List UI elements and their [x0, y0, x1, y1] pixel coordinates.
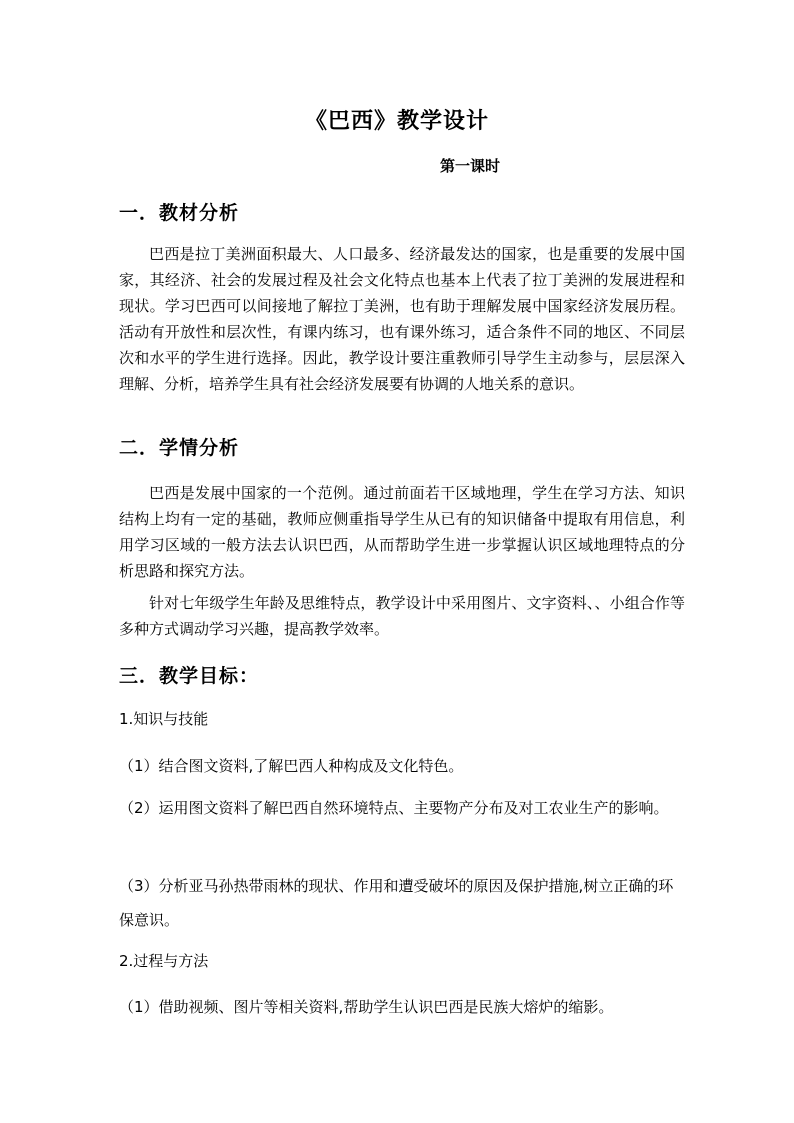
paragraph-textbook-analysis: 巴西是拉丁美洲面积最大、人口最多、经济最发达的国家，也是重要的发展中国家，其经济、社会的发展过程及社会文化特点也基本上代表了拉丁美洲的发展进程和现状。学习巴西可以间接地了解拉丁美洲，也有助于理解发展中国家经济发展历程。活动有开放性和层次性，有课内练习，也有课外练习，适合条件不同的地区、不同层次和水平的学生进行选择。因此，教学设计要注重教师引导学生主动参与，层层深入理解、分析，培养学生具有社会经济发展要有协调的人地关系的意识。 [119, 245, 685, 393]
document-title: 《巴西》教学设计 [304, 109, 489, 134]
paragraph-teaching-approach: 针对七年级学生年龄及思维特点，教学设计中采用图片、文字资料、、小组合作等多种方式调动学习兴趣，提高教学效率。 [119, 594, 685, 638]
section-heading-teaching-objectives: 三．教学目标： [119, 665, 260, 687]
document-subtitle: 第一课时 [440, 157, 501, 175]
objective-category-knowledge-skills: 1.知识与技能 [119, 710, 209, 728]
objective-item-2: （2）运用图文资料了解巴西自然环境特点、主要物产分布及对工农业生产的影响。 [119, 799, 669, 817]
objective-category-process-methods: 2.过程与方法 [119, 952, 209, 970]
objective-item-1: （1）结合图文资料,了解巴西人种构成及文化特色。 [119, 757, 464, 775]
objective-item-3: （3）分析亚马孙热带雨林的现状、作用和遭受破坏的原因及保护措施,树立正确的环保意识。 [119, 877, 674, 929]
paragraph-student-analysis: 巴西是发展中国家的一个范例。通过前面若干区域地理，学生在学习方法、知识结构上均有一定的基础，教师应侧重指导学生从已有的知识储备中提取有用信息，利用学习区域的一般方法去认识巴西，从而帮助学生进一步掌握认识区域地理特点的分析思路和探究方法。 [119, 484, 685, 580]
objective-item-process-1: （1）借助视频、图片等相关资料,帮助学生认识巴西是民族大熔炉的缩影。 [119, 998, 614, 1016]
section-heading-student-analysis: 二．学情分析 [119, 437, 240, 459]
section-heading-textbook-analysis: 一．教材分析 [119, 202, 240, 224]
